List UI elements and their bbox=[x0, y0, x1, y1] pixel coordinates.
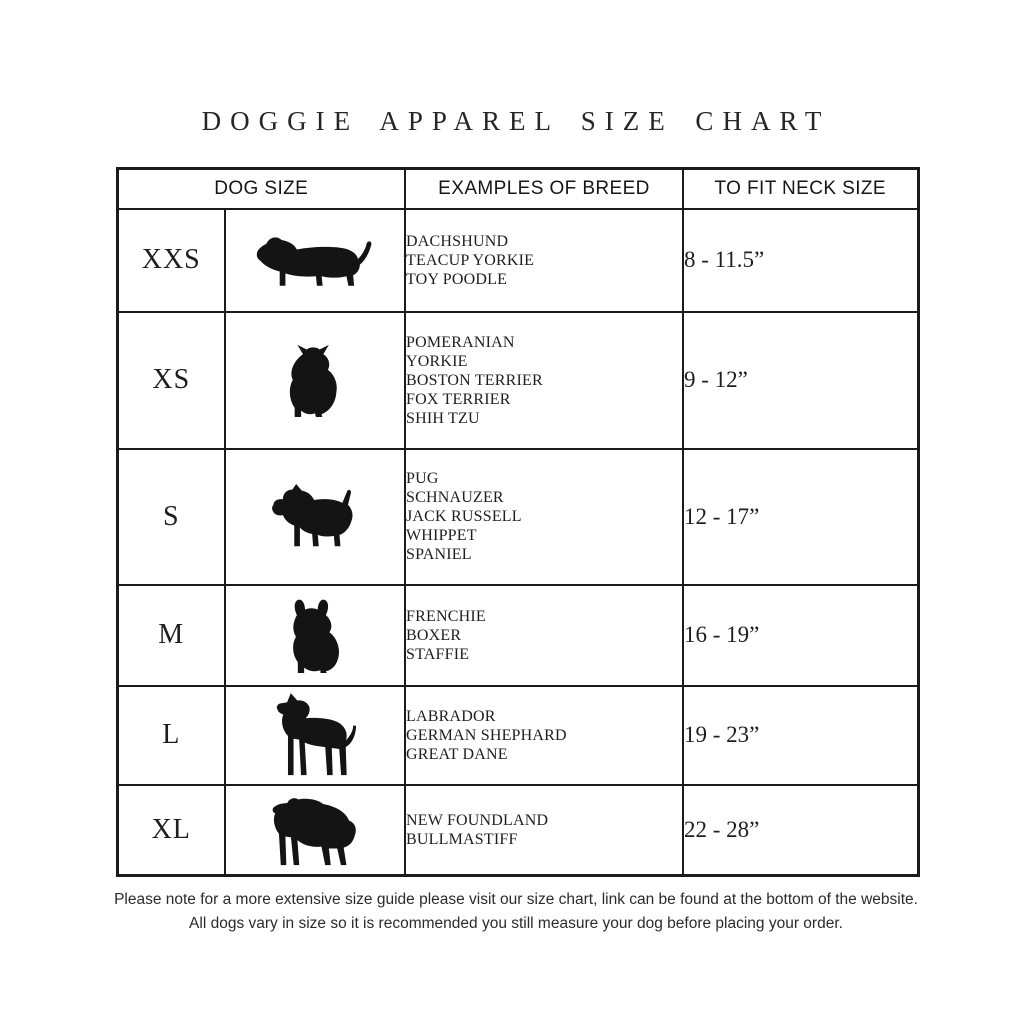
breed-list bbox=[405, 785, 683, 876]
table-row bbox=[117, 785, 918, 876]
neck-size: 22 - 28” bbox=[683, 785, 918, 876]
header-row bbox=[117, 169, 918, 209]
breed-name: BULLMASTIFF bbox=[406, 830, 518, 848]
size-label: XXS bbox=[117, 209, 225, 312]
breed-name: NEW FOUNDLAND bbox=[406, 811, 549, 829]
footer-line-1: Please note for a more extensive size guide please visit our size chart, link can be found at the bottom of the website. bbox=[114, 891, 918, 908]
header-examples-of-breed: EXAMPLES OF BREED bbox=[405, 169, 683, 209]
breed-name: TOY POODLE bbox=[406, 270, 508, 288]
breed-name: YORKIE bbox=[406, 352, 468, 370]
newfoundland-icon bbox=[225, 785, 405, 876]
breed-name: BOXER bbox=[406, 626, 462, 644]
breed-name: SCHNAUZER bbox=[406, 489, 504, 506]
frenchie-icon bbox=[225, 585, 405, 686]
breed-name: PUG bbox=[406, 470, 439, 487]
breed-list bbox=[405, 686, 683, 785]
size-chart-table-container bbox=[116, 167, 917, 877]
size-chart-table bbox=[116, 167, 920, 877]
neck-size: 16 - 19” bbox=[683, 585, 918, 686]
neck-size: 8 - 11.5” bbox=[683, 209, 918, 312]
table-row bbox=[117, 686, 918, 785]
breed-list bbox=[405, 449, 683, 585]
page-title: DOGGIE APPAREL SIZE CHART bbox=[201, 106, 831, 136]
breed-name: GERMAN SHEPHARD bbox=[406, 726, 567, 744]
breed-name: DACHSHUND bbox=[406, 232, 509, 250]
breed-name: BOSTON TERRIER bbox=[406, 371, 543, 389]
neck-size: 12 - 17” bbox=[683, 449, 918, 585]
size-label: S bbox=[117, 449, 225, 585]
breed-name: GREAT DANE bbox=[406, 745, 508, 763]
breed-name: SPANIEL bbox=[406, 546, 472, 563]
size-label: XL bbox=[117, 785, 225, 876]
breed-list bbox=[405, 209, 683, 312]
size-label: XS bbox=[117, 312, 225, 449]
breed-name: POMERANIAN bbox=[406, 333, 515, 351]
great-dane-icon bbox=[225, 686, 405, 785]
header-to-fit-neck-size: TO FIT NECK SIZE bbox=[683, 169, 918, 209]
header-dog-size: DOG SIZE bbox=[117, 169, 405, 209]
breed-name: LABRADOR bbox=[406, 707, 496, 725]
yorkie-icon bbox=[225, 312, 405, 449]
schnauzer-icon bbox=[225, 449, 405, 585]
table-row bbox=[117, 209, 918, 312]
size-label: M bbox=[117, 585, 225, 686]
breed-name: STAFFIE bbox=[406, 645, 470, 663]
breed-name: FRENCHIE bbox=[406, 607, 486, 625]
footer-line-2: All dogs vary in size so it is recommended you still measure your dog before placing your order. bbox=[189, 915, 843, 932]
table-row bbox=[117, 312, 918, 449]
neck-size: 19 - 23” bbox=[683, 686, 918, 785]
dachshund-icon bbox=[225, 209, 405, 312]
table-row bbox=[117, 585, 918, 686]
table-row bbox=[117, 449, 918, 585]
breed-name: JACK RUSSELL bbox=[406, 508, 522, 525]
breed-name: FOX TERRIER bbox=[406, 390, 511, 408]
size-label: L bbox=[117, 686, 225, 785]
neck-size: 9 - 12” bbox=[683, 312, 918, 449]
breed-list bbox=[405, 312, 683, 449]
breed-name: TEACUP YORKIE bbox=[406, 251, 535, 269]
breed-name: SHIH TZU bbox=[406, 409, 480, 427]
breed-name: WHIPPET bbox=[406, 527, 477, 544]
footer-note bbox=[0, 888, 1032, 936]
breed-list bbox=[405, 585, 683, 686]
